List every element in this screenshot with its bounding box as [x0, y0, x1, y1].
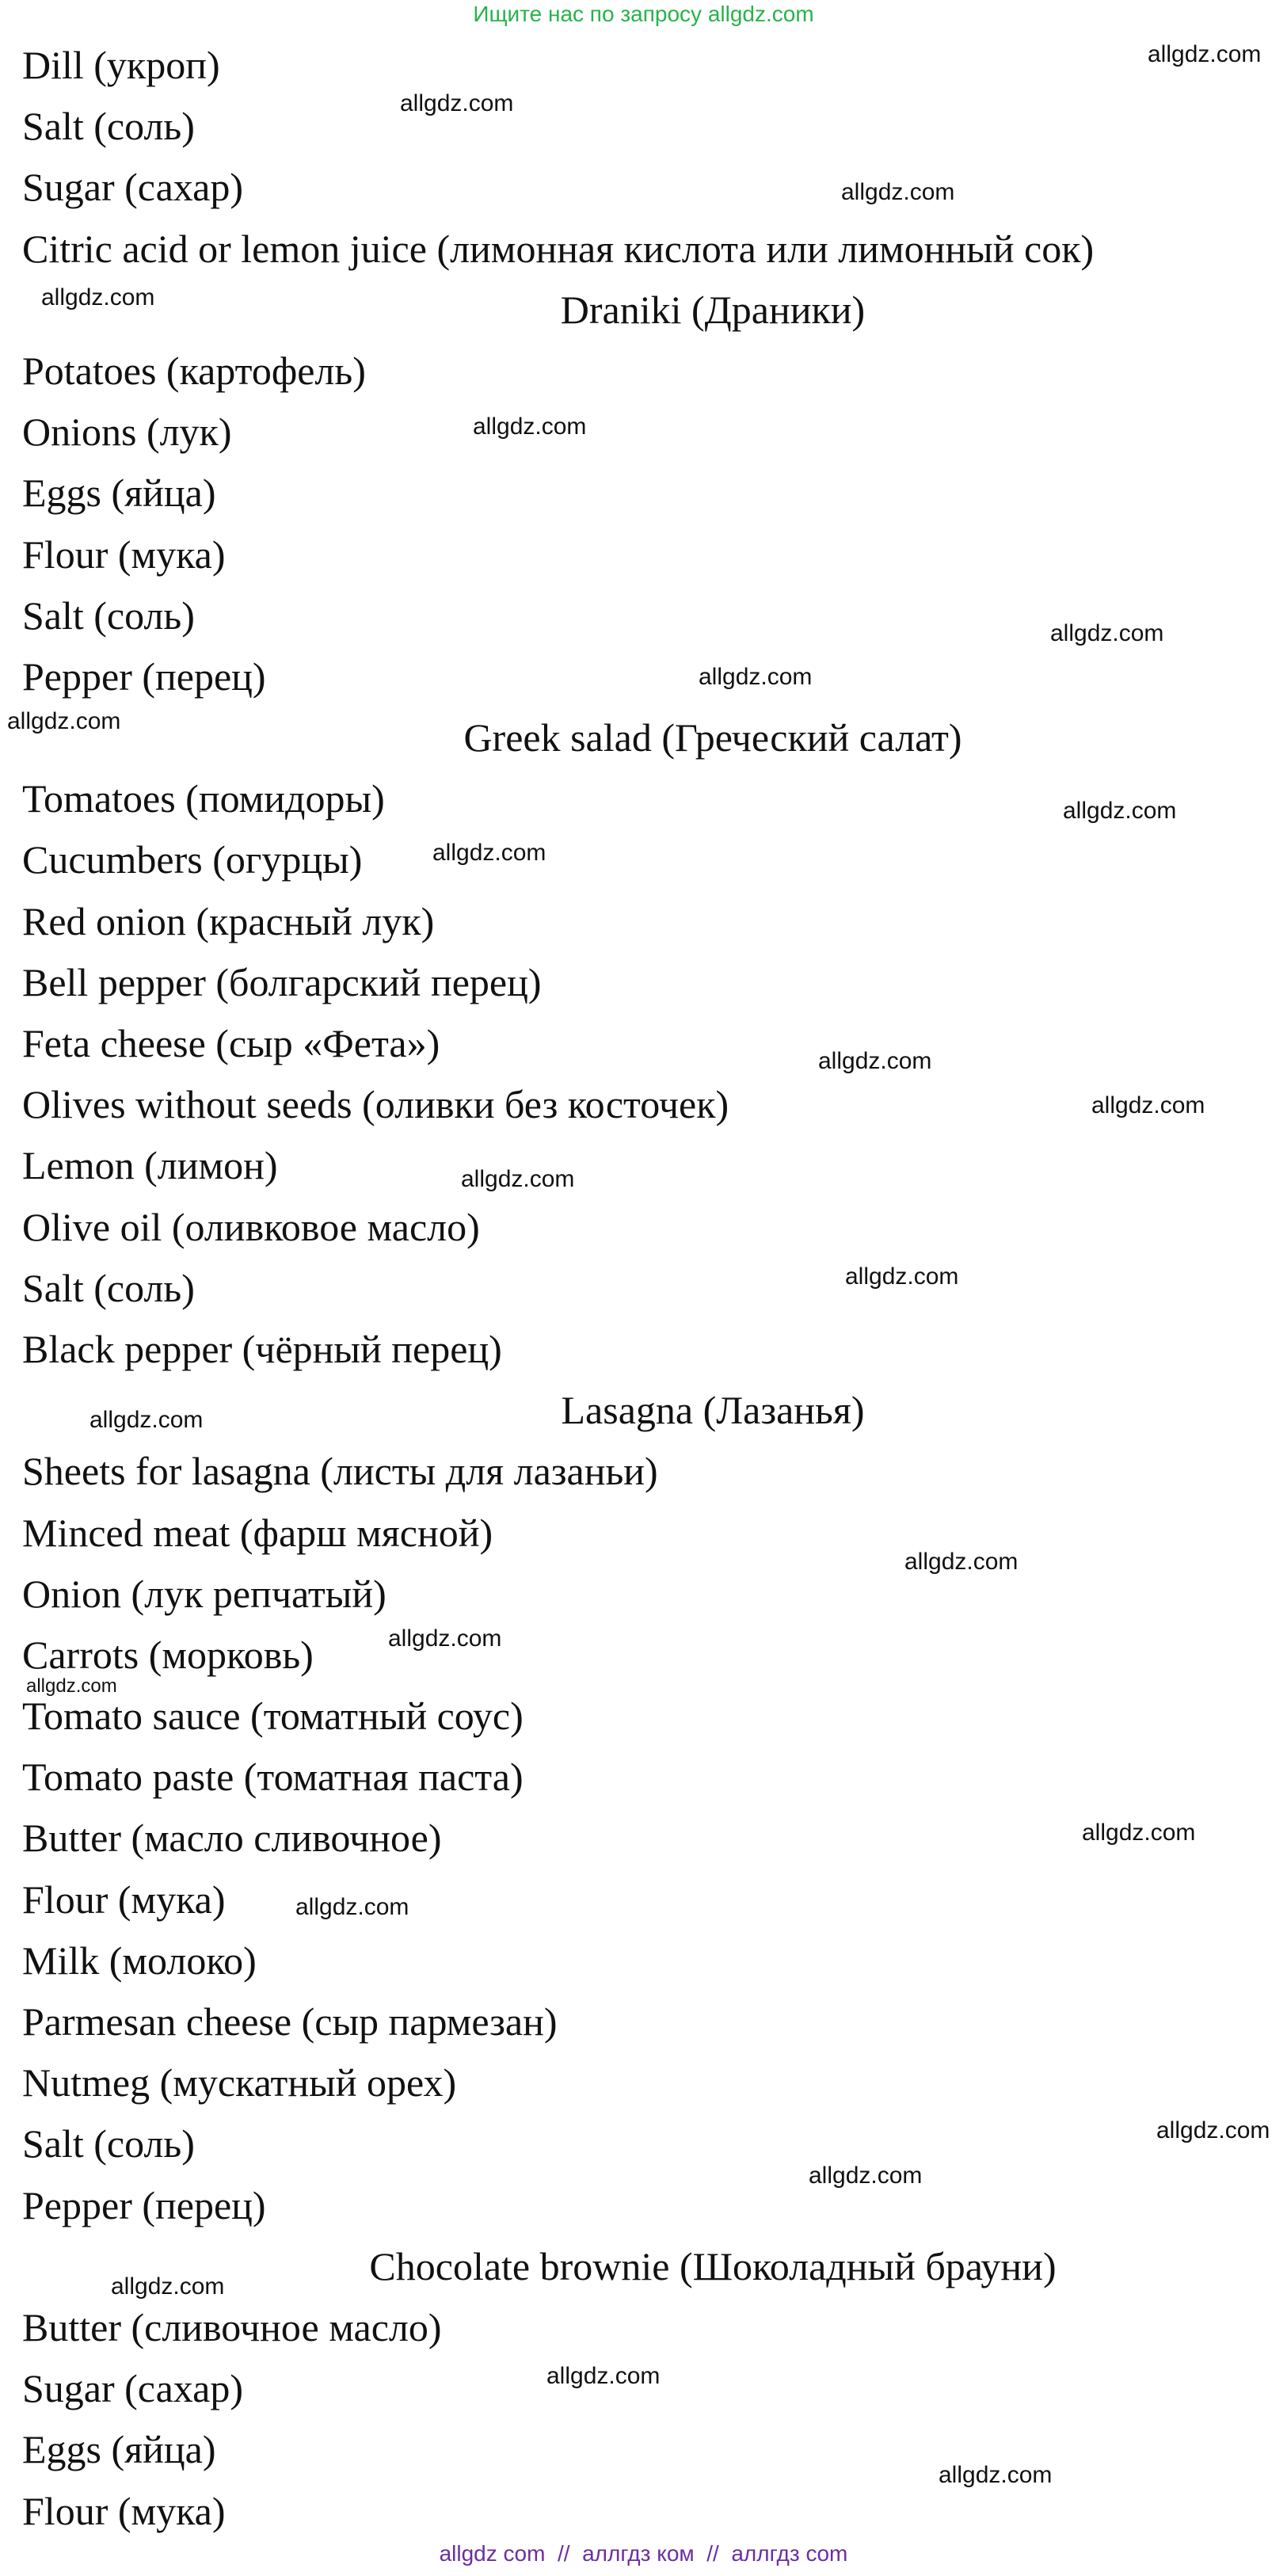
watermark: allgdz.com [461, 1166, 575, 1192]
watermark: allgdz.com [904, 1549, 1019, 1575]
watermark: allgdz.com [845, 1263, 959, 1290]
ingredient-line: Sheets for lasagna (листы для лазаньи) [22, 1449, 658, 1494]
ingredient-line: Carrots (морковь) [22, 1632, 314, 1677]
ingredient-line: Sugar (сахар) [22, 165, 243, 210]
watermark: allgdz.com [1148, 41, 1262, 67]
recipe-heading: Draniki (Драники) [560, 287, 866, 332]
ingredient-line: Olive oil (оливковое масло) [22, 1204, 480, 1249]
watermark: allgdz.com [111, 2273, 225, 2300]
watermark: allgdz.com [7, 708, 121, 734]
ingredient-line: Butter (масло сливочное) [22, 1816, 442, 1861]
ingredient-line: Feta cheese (сыр «Фета») [22, 1021, 440, 1065]
ingredient-line: Olives without seeds (оливки без косточек) [22, 1082, 729, 1127]
watermark: allgdz.com [841, 179, 955, 205]
watermark: allgdz.com [1156, 2117, 1270, 2143]
ingredient-line: Black pepper (чёрный перец) [22, 1326, 502, 1371]
watermark: allgdz.com [26, 1675, 117, 1697]
watermark: allgdz.com [1091, 1092, 1205, 1118]
recipe-heading: Lasagna (Лазанья) [561, 1388, 865, 1433]
watermark: allgdz.com [89, 1407, 204, 1433]
watermark: allgdz.com [1082, 1820, 1196, 1846]
ingredient-line: Parmesan cheese (сыр пармезан) [22, 1999, 558, 2044]
ingredient-line: Red onion (красный лук) [22, 898, 435, 943]
ingredient-line: Tomato paste (томатная паста) [22, 1755, 524, 1800]
watermark: allgdz.com [432, 840, 546, 866]
ingredient-line: Nutmeg (мускатный орех) [22, 2060, 457, 2105]
watermark: allgdz.com [546, 2363, 661, 2389]
ingredient-line: Flour (мука) [22, 2488, 226, 2533]
ingredient-line: Pepper (перец) [22, 2182, 266, 2227]
ingredient-line: Onion (лук репчатый) [22, 1571, 386, 1616]
ingredient-line: Butter (сливочное масло) [22, 2304, 442, 2349]
ingredient-line: Onions (лук) [22, 410, 232, 455]
ingredient-line: Salt (соль) [22, 104, 195, 149]
ingredient-line: Eggs (яйца) [22, 2427, 216, 2472]
ingredient-line: Sugar (сахар) [22, 2366, 243, 2411]
ingredient-line: Cucumbers (огурцы) [22, 837, 363, 882]
ingredient-line: Milk (молоко) [22, 1938, 257, 1983]
ingredient-line: Salt (соль) [22, 1265, 195, 1310]
watermark: allgdz.com [699, 664, 813, 690]
ingredient-line: Bell pepper (болгарский перец) [22, 959, 542, 1004]
watermark: allgdz.com [388, 1625, 502, 1652]
recipe-heading: Greek salad (Греческий салат) [463, 715, 962, 760]
watermark: allgdz.com [41, 284, 155, 311]
ingredient-line: Eggs (яйца) [22, 471, 216, 516]
ingredient-line: Flour (мука) [22, 1877, 226, 1922]
watermark: allgdz.com [1063, 798, 1177, 824]
ingredient-line: Tomato sauce (томатный соус) [22, 1694, 524, 1739]
ingredients-document [0, 35, 1287, 2542]
ingredient-line: Minced meat (фарш мясной) [22, 1510, 493, 1555]
ingredient-line: Potatoes (картофель) [22, 348, 366, 393]
ingredient-line: Salt (соль) [22, 2121, 195, 2166]
watermark: allgdz.com [939, 2462, 1053, 2488]
watermark: allgdz.com [809, 2163, 923, 2189]
ingredient-line: Tomatoes (помидоры) [22, 776, 385, 821]
ingredient-line: Citric acid or lemon juice (лимонная кислота или лимонный сок) [22, 226, 1095, 271]
top-banner: Ищите нас по запросу allgdz.com [473, 2, 814, 26]
watermark: allgdz.com [473, 413, 587, 440]
watermark: allgdz.com [295, 1894, 409, 1920]
footer: allgdz com // аллгдз ком // аллгдз com [439, 2541, 848, 2566]
ingredient-line: Pepper (перец) [22, 654, 266, 699]
watermark: allgdz.com [818, 1048, 932, 1074]
ingredient-line: Flour (мука) [22, 532, 226, 577]
watermark: allgdz.com [1050, 620, 1164, 646]
ingredient-line: Dill (укроп) [22, 43, 220, 87]
recipe-heading: Chocolate brownie (Шоколадный брауни) [369, 2243, 1057, 2288]
watermark: allgdz.com [400, 90, 514, 116]
ingredient-line: Lemon (лимон) [22, 1143, 278, 1188]
ingredient-line: Salt (соль) [22, 593, 195, 638]
